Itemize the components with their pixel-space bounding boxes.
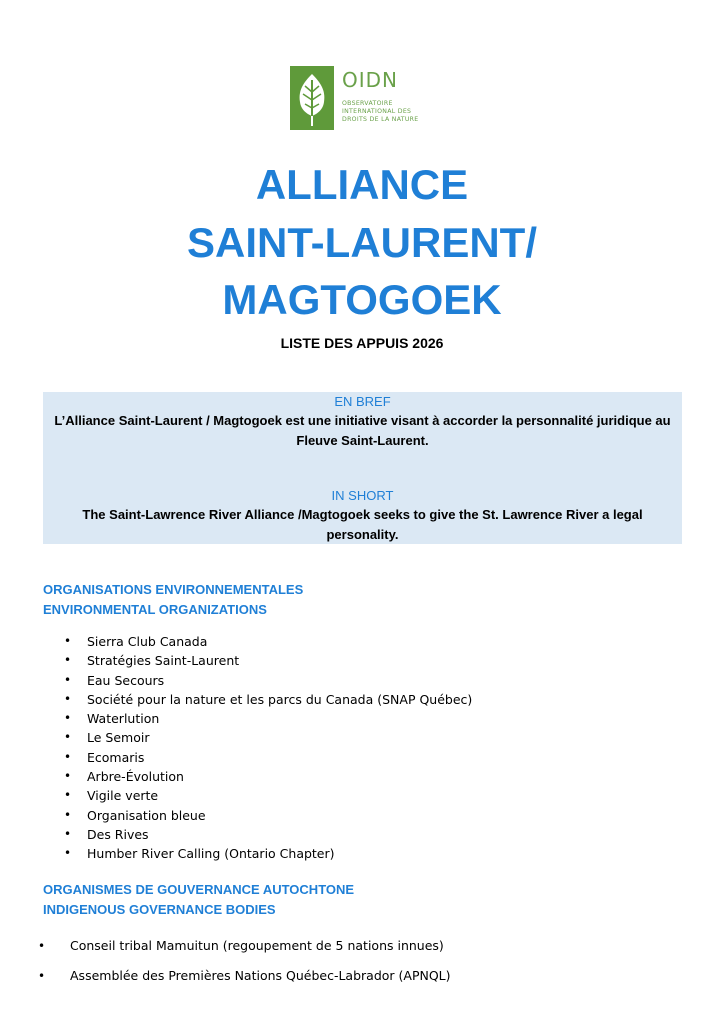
summary-fr-text: L’Alliance Saint-Laurent / Magtogoek est une initiative visant à accorder la personnalité juridique au Fleuve Saint-Laurent. — [54, 413, 671, 448]
list-item: • Waterlution — [60, 709, 472, 728]
section-heading-environmental: ORGANISATIONS ENVIRONNEMENTALES ENVIRONMENTAL ORGANIZATIONS — [43, 582, 304, 617]
list-item: • Organisation bleue — [60, 806, 472, 825]
list-item: • Vigile verte — [60, 786, 472, 805]
section-heading-indigenous: ORGANISMES DE GOUVERNANCE AUTOCHTONE INDIGENOUS GOVERNANCE BODIES — [43, 882, 355, 917]
oidn-logo — [290, 66, 440, 130]
page-title-line-2: SAINT-LAURENT/ — [187, 219, 537, 266]
list-item: • Des Rives — [60, 825, 472, 844]
list-item: • Humber River Calling (Ontario Chapter) — [60, 844, 472, 863]
environmental-list — [60, 632, 472, 864]
list-item: • Sierra Club Canada — [60, 632, 472, 651]
page-subtitle: LISTE DES APPUIS 2026 — [280, 335, 444, 351]
summary-box — [43, 392, 682, 544]
summary-fr-heading: EN BREF — [334, 394, 391, 409]
list-item: • Le Semoir — [60, 728, 472, 747]
indigenous-list — [48, 931, 451, 991]
logo-name: OIDN — [342, 68, 399, 92]
page-title-line-1: ALLIANCE — [255, 161, 469, 208]
list-item: • Stratégies Saint-Laurent — [60, 651, 472, 670]
list-item: • Ecomaris — [60, 748, 472, 767]
list-item: • Conseil tribal Mamuitun (regoupement de 5 nations innues) — [48, 931, 451, 961]
list-item: • Société pour la nature et les parcs du Canada (SNAP Québec) — [60, 690, 472, 709]
summary-en-heading: IN SHORT — [331, 488, 394, 503]
logo-subtitle: OBSERVATOIRE INTERNATIONAL DES DROITS DE LA NATURE — [342, 100, 419, 123]
list-item: • Assemblée des Premières Nations Québec-Labrador (APNQL) — [48, 961, 451, 991]
summary-en-text: The Saint-Lawrence River Alliance /Magtogoek seeks to give the St. Lawrence River a legal personality. — [82, 507, 643, 542]
list-item: • Eau Secours — [60, 671, 472, 690]
page-title-line-3: MAGTOGOEK — [222, 276, 502, 323]
list-item: • Arbre-Évolution — [60, 767, 472, 786]
leaf-icon — [290, 66, 334, 130]
